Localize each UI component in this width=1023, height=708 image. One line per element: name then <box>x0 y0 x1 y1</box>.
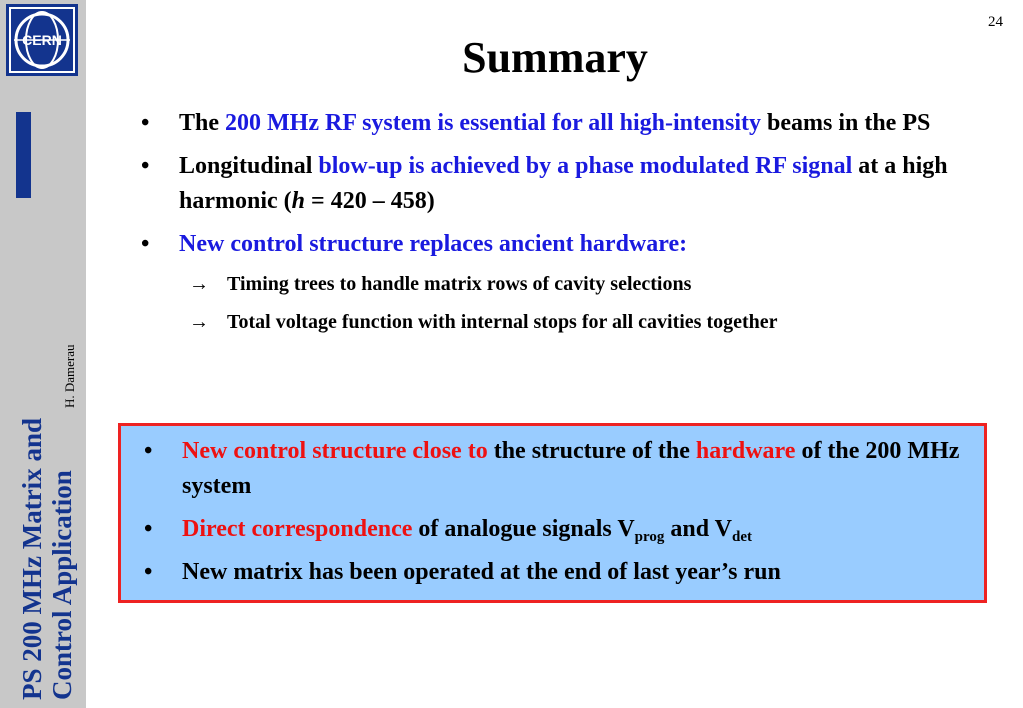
bullet-item <box>138 555 984 590</box>
bullet-item <box>138 512 984 547</box>
bullet-text: New control structure close to <box>182 438 488 464</box>
bullet-item <box>135 227 995 262</box>
bullet-marker: • <box>141 153 150 179</box>
bullet-text: blow-up is achieved by a phase modulated RF signal <box>318 153 853 179</box>
bullet-text: New control structure replaces ancient hardware: <box>179 231 688 257</box>
cern-logo <box>6 4 78 76</box>
sub-bullets <box>135 270 995 336</box>
bullet-text: of the 200 MHz system <box>182 438 960 499</box>
bullet-marker: • <box>144 438 153 464</box>
sidebar <box>0 0 86 708</box>
box-bullets <box>138 434 984 590</box>
arrow-icon: → <box>189 273 209 295</box>
bullet-text: = 420 – 458) <box>305 188 435 214</box>
bullet-text: 200 MHz RF system is essential for all high-intensity <box>225 110 761 136</box>
bullet-text: prog <box>634 529 665 545</box>
sub-bullet-item <box>135 270 995 298</box>
bullet-marker: • <box>141 110 150 136</box>
bullet-marker: • <box>141 231 150 257</box>
bullet-item <box>135 106 995 141</box>
bullet-text: hardware <box>695 438 796 464</box>
bullet-text: New matrix has been operated at the end of last year’s run <box>182 559 781 585</box>
bullet-text: Longitudinal <box>179 153 319 179</box>
bullet-text: at a high harmonic ( <box>179 153 948 214</box>
cern-logo-text: CERN <box>22 32 62 48</box>
bullet-list <box>135 106 995 346</box>
arrow-icon: → <box>189 311 209 333</box>
sidebar-title <box>17 370 77 700</box>
sidebar-title-line1: PS 200 MHz Matrix and <box>17 418 47 700</box>
sidebar-author: H. Damerau <box>62 344 77 408</box>
bullet-text: det <box>732 529 752 545</box>
sidebar-accent-bar <box>16 112 31 198</box>
bullet-text: and V <box>664 516 732 542</box>
bullet-text: of analogue signals V <box>412 516 635 542</box>
page-number: 24 <box>988 14 1003 30</box>
bullet-text: The <box>179 110 226 136</box>
sidebar-title-line2: Control Application <box>47 470 77 700</box>
bullet-marker: • <box>144 559 153 585</box>
sub-bullet-item <box>135 308 995 336</box>
bullet-text: beams in the PS <box>760 110 931 136</box>
sub-bullet-text: Timing trees to handle matrix rows of cavity selections <box>227 273 692 295</box>
slide-title: Summary <box>462 33 648 82</box>
sub-bullet-text: Total voltage function with internal stops for all cavities together <box>227 311 778 333</box>
bullet-text: Direct correspondence <box>182 516 413 542</box>
bullet-text: h <box>291 188 306 214</box>
highlight-box <box>118 423 987 603</box>
bullet-item <box>138 434 984 504</box>
bullet-text: the structure of the <box>487 438 696 464</box>
main-bullets <box>135 106 995 262</box>
bullet-item <box>135 149 995 219</box>
bullet-marker: • <box>144 516 153 542</box>
